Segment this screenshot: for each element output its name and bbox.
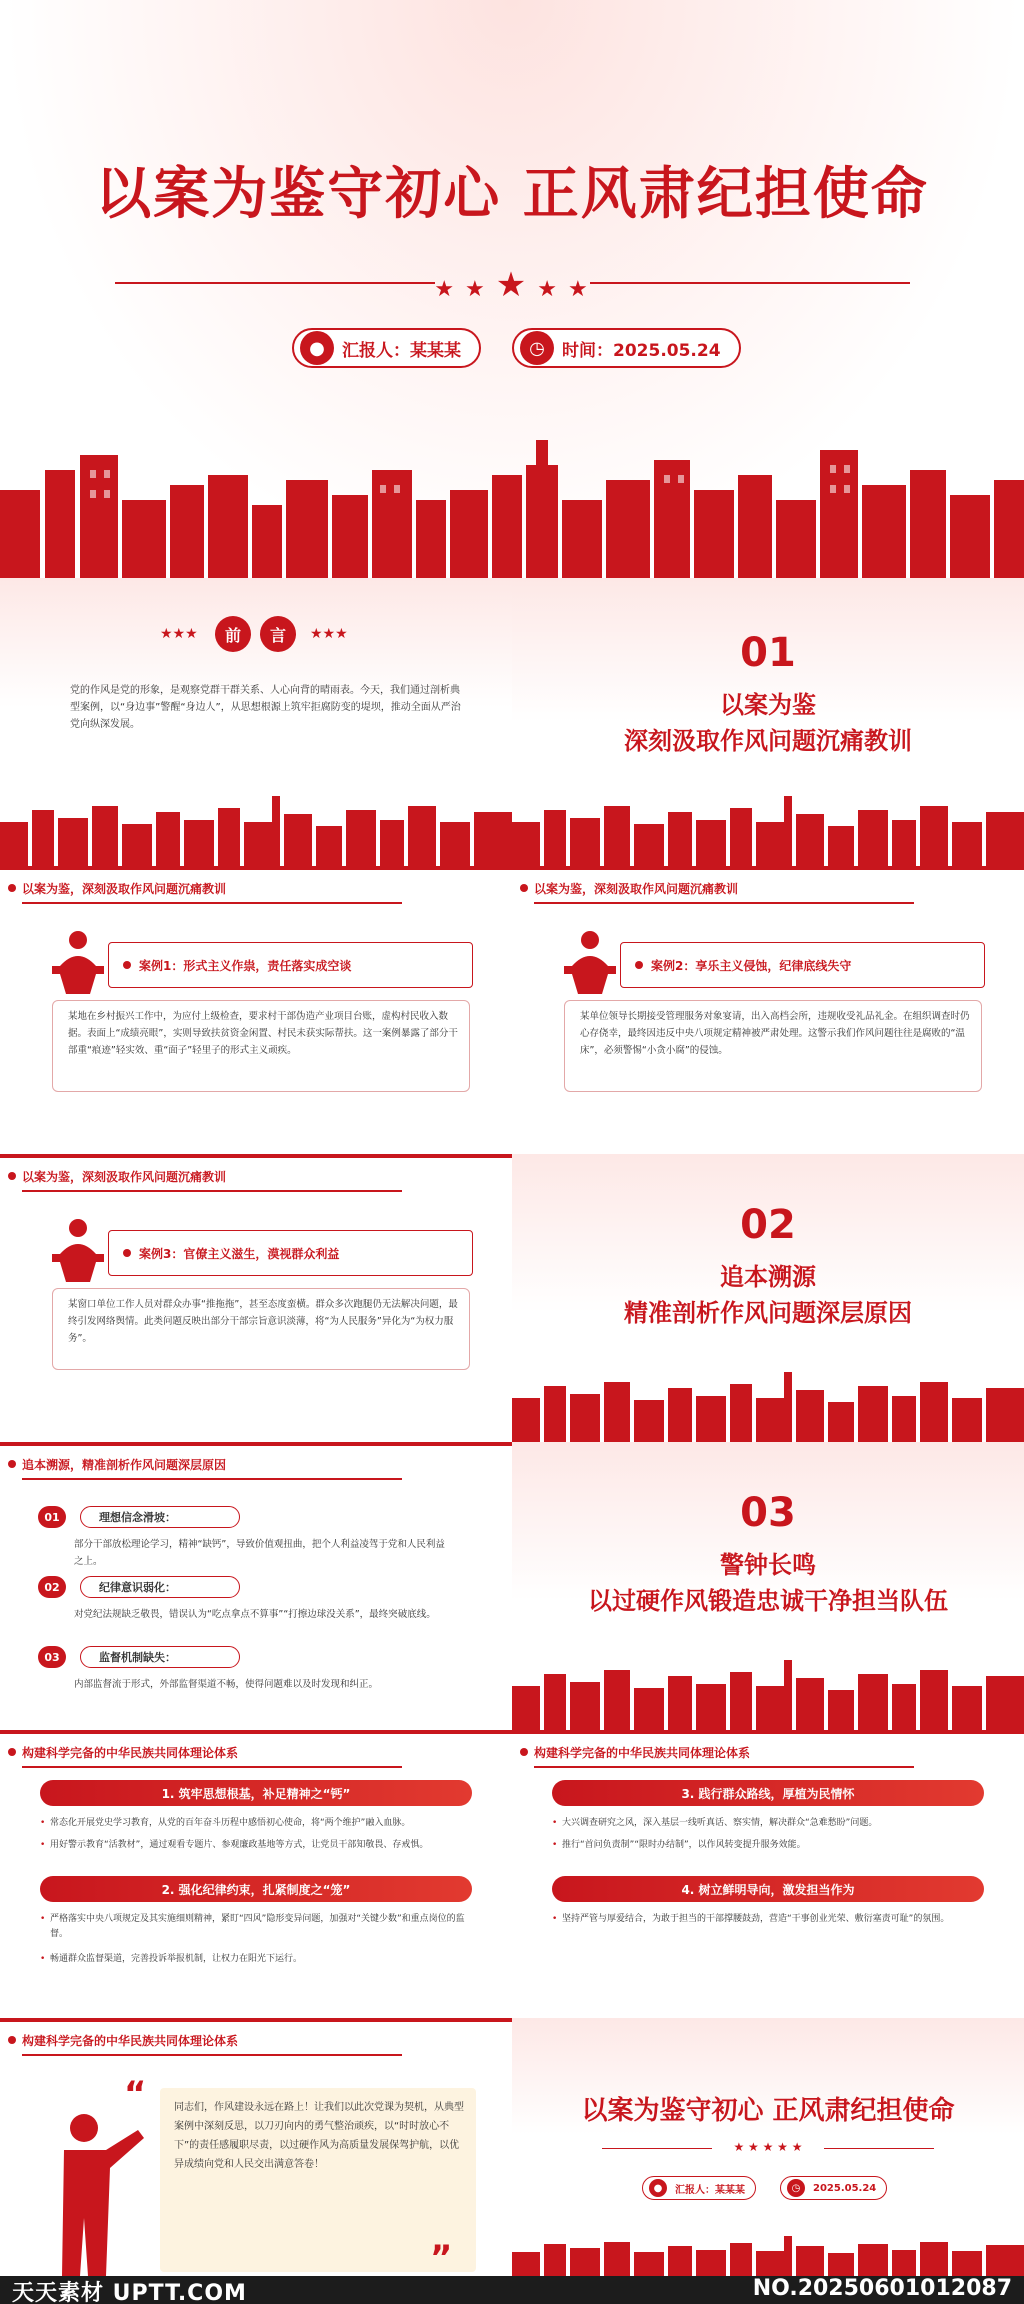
slide-header (0, 1730, 512, 1770)
reasons-slide (0, 1442, 512, 1730)
speaker-figure-icon (48, 2108, 148, 2276)
header-line (22, 2054, 402, 2056)
header-title: 以案为鉴，深刻汲取作风问题沉痛教训 (22, 1170, 227, 1184)
reason-number: 02 (38, 1576, 66, 1598)
preface-badge-2: 言 (260, 616, 296, 652)
header-line (22, 1190, 402, 1192)
header-title: 构建科学完备的中华民族共同体理论体系 (534, 1746, 751, 1760)
header-dot-icon (520, 884, 528, 892)
end-title: 以案为鉴守初心 正风肃纪担使命 (581, 2096, 955, 2126)
reason-1-text: 部分干部放松理论学习，精神“缺钙”，导致价值观扭曲，把个人利益凌驾于党和人民利益之上。 (74, 1539, 445, 1567)
time-pill (512, 328, 741, 368)
slide-header (512, 866, 1024, 906)
measure-3-item-2: • 推行“首问负责制”“限时办结制”，以作风转变提升服务效能。 (552, 1838, 992, 1853)
closing-slide (0, 2018, 512, 2276)
reporter-text: 汇报人：某某某 (342, 340, 461, 361)
section-title-2: 深刻汲取作风问题沉痛教训 (624, 727, 912, 755)
preface-badge-1: 前 (215, 616, 251, 652)
clock-icon: ◷ (787, 2179, 805, 2197)
header-dot-icon (8, 884, 16, 892)
bullet-dot-icon (123, 1249, 131, 1257)
divider-right (590, 282, 910, 284)
section-03-slide (512, 1442, 1024, 1730)
reason-label: 监督机制缺失： (80, 1646, 240, 1668)
header-dot-icon (8, 2036, 16, 2044)
header-dot-icon (8, 1172, 16, 1180)
header-dot-icon (8, 1460, 16, 1468)
section-title-2: 以过硬作风锻造忠诚干净担当队伍 (588, 1587, 948, 1615)
end-divider-right (824, 2148, 934, 2149)
clock-icon: ◷ (520, 331, 554, 365)
reason-2-text: 对党纪法规缺乏敬畏，错误认为“吃点拿点不算事”“打擦边球没关系”，最终突破底线。 (74, 1609, 436, 1620)
section-title-2: 精准剖析作风问题深层原因 (624, 1299, 912, 1327)
measures-left-slide (0, 1730, 512, 2018)
slide-header (0, 1154, 512, 1194)
watermark-footer (0, 2276, 1024, 2304)
bullet-dot-icon (635, 961, 643, 969)
end-time-text: 2025.05.24 (813, 2182, 877, 2194)
case-3-title-text: 案例3：官僚主义滋生，漠视群众利益 (139, 1246, 340, 1261)
case-2-title (620, 942, 985, 988)
header-line (22, 1478, 402, 1480)
end-slide (512, 2018, 1024, 2276)
reason-3-text: 内部监督流于形式，外部监督渠道不畅，使得问题难以及时发现和纠正。 (74, 1679, 379, 1690)
section-title-1: 以案为鉴 (720, 691, 816, 719)
closing-quote-text: 同志们，作风建设永远在路上！让我们以此次党课为契机，从典型案例中深刻反思，以刀刃向内的勇气整治顽疾，以“时时放心不下”的责任感履职尽责，以过硬作风为高质量发展保驾护航，以优异成绩向党和人民交出满意答卷！ (174, 2102, 464, 2170)
bullet-dot-icon (123, 961, 131, 969)
stars-left: ★★★ (160, 626, 198, 642)
slide-header (0, 866, 512, 906)
reason-number: 03 (38, 1646, 66, 1668)
case-2-text: 某单位领导长期接受管理服务对象宴请，出入高档会所，违规收受礼品礼金。在组织调查时仍心存侥幸，最终因违反中央八项规定精神被严肃处理。这警示我们作风问题往往是腐败的“温床”，必须警惕“小贪小腐”的侵蚀。 (580, 1011, 970, 1056)
header-line (22, 1766, 402, 1768)
header-title: 以案为鉴，深刻汲取作风问题沉痛教训 (22, 882, 227, 896)
measure-1-item-1: • 常态化开展党史学习教育，从党的百年奋斗历程中感悟初心使命，将“两个维护”融入血脉。 (40, 1816, 480, 1831)
slide-header (512, 1730, 1024, 1770)
divider-left (115, 282, 435, 284)
footer-site-label: 天天素材 UPTT.COM (12, 2281, 247, 2304)
slide-header (0, 2018, 512, 2058)
measure-2-item-2: • 畅通群众监督渠道，完善投诉举报机制，让权力在阳光下运行。 (40, 1952, 480, 1967)
user-icon: ● (649, 2179, 667, 2197)
city-skyline-small (0, 792, 512, 866)
section-number: 02 (740, 1202, 796, 1248)
speaker-podium-icon (558, 928, 622, 994)
header-title: 以案为鉴，深刻汲取作风问题沉痛教训 (534, 882, 739, 896)
header-dot-icon (8, 1748, 16, 1756)
city-skyline-small (512, 1368, 1024, 1442)
city-skyline (0, 430, 1024, 578)
header-dot-icon (520, 1748, 528, 1756)
end-reporter-text: 汇报人：某某某 (675, 2184, 745, 2196)
case-3-slide (0, 1154, 512, 1442)
measure-1-item-2: • 用好警示教育“活教材”，通过观看专题片、参观廉政基地等方式，让党员干部知敬畏、存戒惧。 (40, 1838, 480, 1853)
city-skyline-small (512, 792, 1024, 866)
reporter-pill (292, 328, 481, 368)
measure-4-banner: 4. 树立鲜明导向，激发担当作为 (552, 1876, 984, 1902)
speaker-podium-icon (46, 928, 110, 994)
speaker-podium-icon (46, 1216, 110, 1282)
stars-decoration: ★ ★ ★ ★ ★ (434, 265, 590, 305)
case-3-text: 某窗口单位工作人员对群众办事“推拖拖”，甚至态度蛮横。群众多次跑腿仍无法解决问题，最终引发网络舆情。此类问题反映出部分干部宗旨意识淡薄，将“为人民服务”异化为“为权力服务”。 (68, 1299, 458, 1344)
measure-3-item-1: • 大兴调查研究之风，深入基层一线听真话、察实情，解决群众“急难愁盼”问题。 (552, 1816, 992, 1831)
preface-slide (0, 578, 512, 866)
case-1-text: 某地在乡村振兴工作中，为应付上级检查，要求村干部伪造产业项目台账，虚构村民收入数据。表面上“成绩亮眼”，实则导致扶贫资金闲置、村民未获实际帮扶。这一案例暴露了部分干部重“痕迹”轻实效、重“面子”轻里子的形式主义顽疾。 (68, 1011, 458, 1056)
measure-2-banner: 2. 强化纪律约束，扎紧制度之“笼” (40, 1876, 472, 1902)
reason-label: 纪律意识弱化： (80, 1576, 240, 1598)
end-stars: ★ ★ ★ ★ ★ (733, 2140, 803, 2154)
end-reporter-pill (642, 2176, 756, 2200)
section-01-slide (512, 578, 1024, 866)
section-02-slide (512, 1154, 1024, 1442)
slide-header (0, 1442, 512, 1482)
city-skyline-small (512, 2234, 1024, 2276)
measure-4-item-1: • 坚持严管与厚爱结合，为敢于担当的干部撑腰鼓劲，营造“干事创业光荣、敷衍塞责可耻”的氛围。 (552, 1912, 992, 1927)
header-line (22, 902, 402, 904)
footer-id-label: NO.20250601012087 (752, 2276, 1012, 2301)
city-skyline-small (512, 1656, 1024, 1730)
time-text: 时间：2025.05.24 (562, 340, 721, 361)
reason-number: 01 (38, 1506, 66, 1528)
header-title: 构建科学完备的中华民族共同体理论体系 (22, 1746, 239, 1760)
measures-right-slide (512, 1730, 1024, 2018)
end-time-pill (780, 2176, 887, 2200)
measure-1-banner: 1. 筑牢思想根基，补足精神之“钙” (40, 1780, 472, 1806)
stars-right: ★★★ (310, 626, 348, 642)
header-line (534, 1766, 914, 1768)
header-title: 构建科学完备的中华民族共同体理论体系 (22, 2034, 239, 2048)
case-1-title-text: 案例1：形式主义作祟，责任落实成空谈 (139, 958, 352, 973)
header-line (534, 902, 914, 904)
section-title-1: 追本溯源 (720, 1263, 816, 1291)
quote-close-icon: ” (430, 2238, 453, 2276)
measure-2-item-1: • 严格落实中央八项规定及其实施细则精神，紧盯“四风”隐形变异问题，加强对“关键少数”和重点岗位的监督。 (40, 1912, 480, 1942)
end-divider-left (602, 2148, 712, 2149)
header-title: 追本溯源，精准剖析作风问题深层原因 (22, 1458, 227, 1472)
section-number: 03 (740, 1490, 796, 1536)
case-1-title (108, 942, 473, 988)
section-title-1: 警钟长鸣 (720, 1551, 816, 1579)
cover-title: 以案为鉴守初心 正风肃纪担使命 (95, 162, 929, 227)
case-2-slide (512, 866, 1024, 1154)
section-number: 01 (740, 630, 796, 676)
case-2-title-text: 案例2：享乐主义侵蚀，纪律底线失守 (651, 958, 852, 973)
preface-text: 党的作风是党的形象，是观察党群干群关系、人心向背的晴雨表。今天，我们通过剖析典型案例，以“身边事”警醒“身边人”，从思想根源上筑牢拒腐防变的堤坝，推动全面从严治党向纵深发展。 (70, 685, 461, 730)
user-icon: ● (300, 331, 334, 365)
reason-label: 理想信念滑坡： (80, 1506, 240, 1528)
measure-3-banner: 3. 践行群众路线，厚植为民情怀 (552, 1780, 984, 1806)
case-1-slide (0, 866, 512, 1154)
quote-open-icon: “ (124, 2074, 147, 2114)
case-3-title (108, 1230, 473, 1276)
cover-slide (0, 0, 1024, 578)
